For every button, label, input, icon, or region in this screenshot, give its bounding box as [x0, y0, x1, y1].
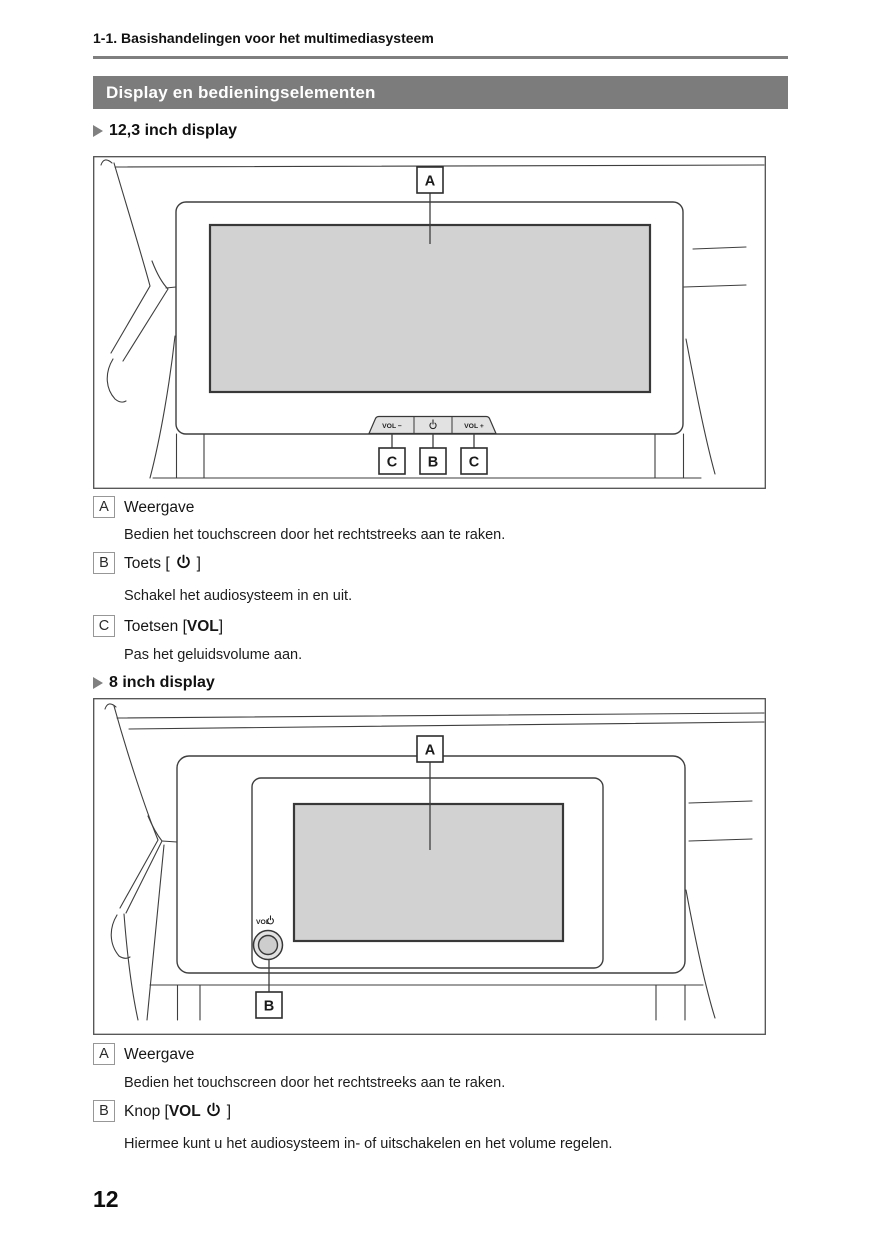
callout-item-a-8	[93, 1043, 875, 1066]
callout-term: Toets [ ]	[124, 555, 201, 572]
volume-power-knob-inner	[259, 936, 278, 955]
section-title: Display en bedieningselementen	[106, 83, 376, 102]
touchscreen	[294, 804, 563, 941]
callout-key-box: A	[93, 496, 115, 518]
dashboard-8-illustration	[93, 698, 766, 1035]
page-number: 12	[93, 1186, 119, 1212]
dashboard-12-3-illustration	[93, 156, 766, 489]
callout-desc: Schakel het audiosysteem in en uit.	[124, 588, 353, 604]
triangle-bullet-icon	[93, 125, 103, 137]
callout-desc: Hiermee kunt u het audiosysteem in- of uitschakelen en het volume regelen.	[124, 1136, 613, 1152]
touchscreen	[210, 225, 650, 392]
triangle-bullet-icon	[93, 677, 103, 689]
subheading-12-3-inch	[93, 122, 875, 140]
callout-b-letter: B	[263, 998, 275, 1015]
subheading-label: 12,3 inch display	[109, 122, 238, 139]
callout-key-box: B	[93, 1100, 115, 1122]
callout-desc: Pas het geluidsvolume aan.	[124, 647, 303, 663]
callout-c-left-letter: C	[386, 454, 398, 471]
subheading-8-inch	[93, 674, 875, 692]
knob-label: VOL	[256, 919, 270, 926]
callout-item-c-123	[93, 615, 875, 638]
power-icon	[205, 1102, 222, 1119]
callout-key-box: A	[93, 1043, 115, 1065]
section-banner	[93, 76, 788, 109]
vol-label: VOL	[186, 618, 219, 635]
vol-label: VOL	[168, 1103, 201, 1120]
callout-b-letter: B	[427, 454, 439, 471]
power-icon	[175, 554, 192, 571]
breadcrumb: 1-1. Basishandelingen voor het multimediasysteem	[93, 30, 434, 46]
callout-term: Weergave	[124, 1046, 195, 1063]
callout-term: Toetsen [VOL]	[124, 618, 224, 635]
callout-item-a-123	[93, 496, 875, 519]
callout-term: Weergave	[124, 499, 195, 516]
callout-a-letter: A	[424, 742, 436, 759]
vol-plus-button-label: VOL +	[464, 423, 484, 430]
callout-item-b-123	[93, 552, 875, 575]
diagram-8-inch-display	[93, 698, 766, 1035]
callout-key-box: C	[93, 615, 115, 637]
callout-key-box: B	[93, 552, 115, 574]
vol-minus-button-label: VOL −	[382, 423, 402, 430]
diagram-12-3-inch-display	[93, 156, 766, 489]
callout-desc: Bedien het touchscreen door het rechtstreeks aan te raken.	[124, 527, 506, 543]
subheading-label: 8 inch display	[109, 674, 215, 691]
callout-a-letter: A	[424, 173, 436, 190]
callout-item-b-8	[93, 1100, 875, 1123]
callout-term: Knop [VOL ]	[124, 1103, 231, 1120]
callout-desc: Bedien het touchscreen door het rechtstreeks aan te raken.	[124, 1075, 506, 1091]
callout-c-right-letter: C	[468, 454, 480, 471]
header-divider	[93, 56, 788, 59]
